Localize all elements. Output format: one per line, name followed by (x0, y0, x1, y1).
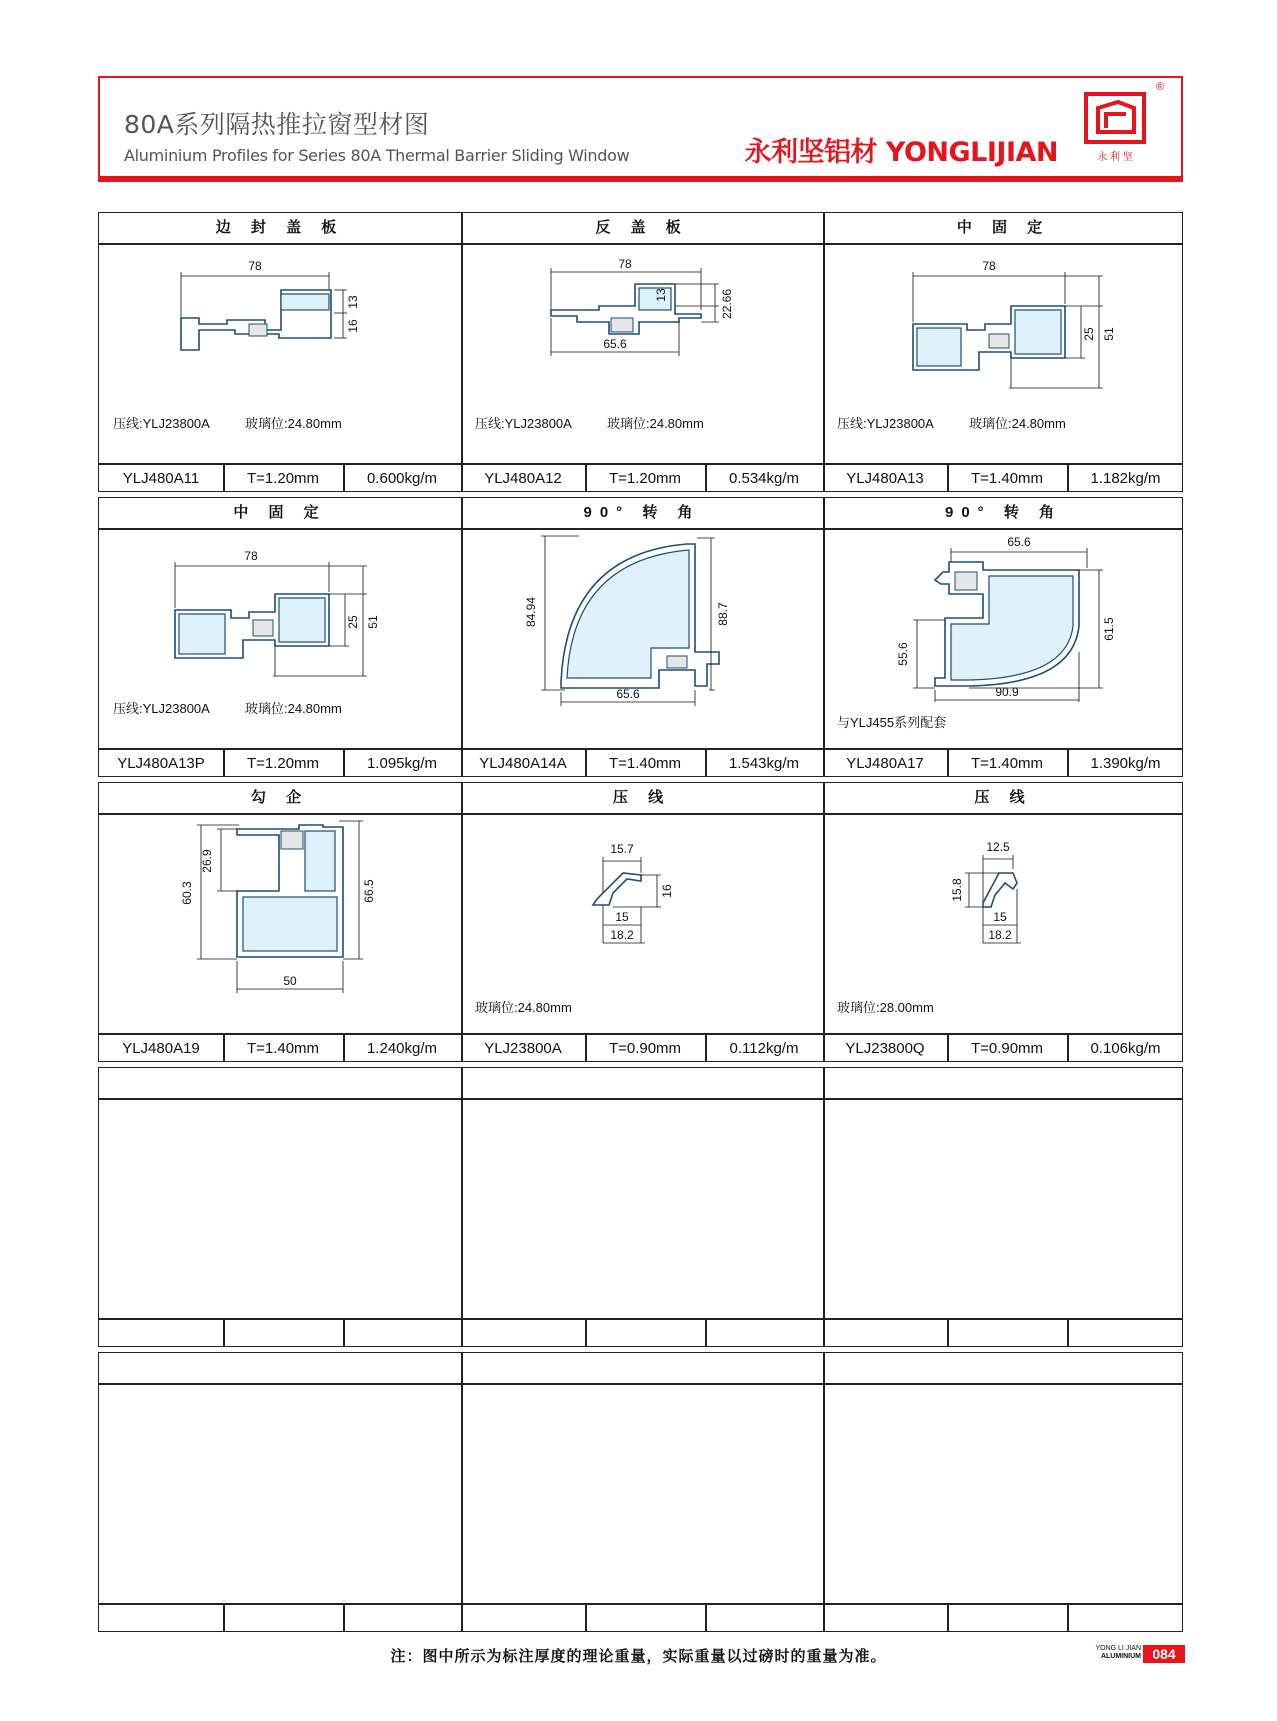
dim-label: 18.2 (610, 928, 634, 942)
profile-drawing-ylj23800a (583, 833, 703, 963)
page-subtitle: Aluminium Profiles for Series 80A Thermal Barrier Sliding Window (124, 146, 630, 165)
profile-code: YLJ480A14A (479, 755, 567, 772)
dim-label: 65.6 (1007, 535, 1031, 549)
profile-title: 中 固 定 (233, 504, 327, 521)
profile-weight: 1.390kg/m (1090, 755, 1161, 772)
profile-thickness: T=1.20mm (608, 470, 682, 487)
empty-row-1 (98, 1067, 1183, 1347)
dim-label: 88.7 (716, 602, 730, 626)
profile-row-3 (98, 782, 1183, 1062)
dim-label: 25 (1082, 327, 1096, 341)
dim-label: 65.6 (603, 337, 627, 351)
registered-mark: ® (1155, 81, 1164, 93)
glass-position-note: 玻璃位:24.80mm (475, 1000, 572, 1015)
dim-label: 15 (615, 910, 629, 924)
pressing-line-note: 压线:YLJ23800A (837, 416, 934, 431)
dim-label: 78 (618, 257, 632, 271)
profile-thickness: T=0.90mm (608, 1040, 682, 1057)
brand-logo-icon (1082, 88, 1148, 166)
dim-label: 60.3 (180, 881, 194, 905)
dim-label: 13 (654, 288, 668, 302)
dim-label: 22.66 (720, 288, 734, 320)
dim-label: 51 (1102, 327, 1116, 341)
profile-title: 90° 转 角 (583, 504, 701, 521)
profile-title: 勾 企 (250, 789, 310, 806)
page-title: 80A系列隔热推拉窗型材图 (124, 110, 430, 139)
profile-code: YLJ23800A (484, 1040, 562, 1057)
footer-brand-small (1081, 1645, 1141, 1661)
profile-title: 压 线 (974, 789, 1033, 806)
logo-text: 永 利 坚 (1097, 152, 1133, 163)
dim-label: 78 (982, 259, 996, 273)
profile-thickness: T=1.20mm (246, 755, 320, 772)
dim-label: 15.7 (610, 842, 634, 856)
glass-position-note: 玻璃位:24.80mm (245, 701, 342, 716)
dim-label: 26.9 (200, 849, 214, 873)
profile-thickness: T=1.40mm (970, 755, 1044, 772)
profile-thickness: T=1.20mm (246, 470, 320, 487)
profile-drawing-ylj23800q (950, 833, 1075, 963)
dim-label: 51 (366, 615, 380, 629)
profile-weight: 0.534kg/m (728, 470, 800, 487)
profile-title: 压 线 (612, 789, 672, 806)
dim-label: 25 (346, 615, 360, 629)
profile-thickness: T=1.40mm (608, 755, 682, 772)
header-rule (98, 176, 1183, 182)
dim-label: 16 (660, 884, 674, 898)
dim-label: 13 (346, 295, 360, 309)
dim-label: 78 (248, 259, 262, 273)
profile-thickness: T=1.40mm (970, 470, 1044, 487)
profile-drawing-ylj480a17 (879, 532, 1129, 702)
dim-label: 15.8 (950, 878, 964, 902)
profile-drawing-ylj480a19 (179, 817, 399, 997)
profile-code: YLJ480A12 (484, 470, 562, 487)
profile-row-1 (98, 212, 1183, 492)
empty-row-2 (98, 1352, 1183, 1632)
profile-drawing-ylj480a13p (161, 534, 391, 684)
profile-title: 90° 转 角 (944, 504, 1063, 521)
compatibility-note: 与YLJ455系列配套 (837, 715, 947, 730)
profile-code: YLJ23800Q (845, 1040, 925, 1057)
dim-label: 50 (283, 974, 297, 988)
pressing-line-note: 压线:YLJ23800A (113, 701, 210, 716)
page-number: 084 (1143, 1645, 1185, 1663)
dim-label: 78 (244, 549, 258, 563)
profile-weight: 1.095kg/m (366, 755, 438, 772)
profile-thickness: T=0.90mm (970, 1040, 1044, 1057)
dim-label: 90.9 (995, 685, 1019, 699)
profile-weight: 0.600kg/m (366, 470, 438, 487)
dim-label: 15 (993, 910, 1007, 924)
page-header (98, 76, 1183, 180)
glass-position-note: 玻璃位:24.80mm (607, 416, 704, 431)
profile-drawing-ylj480a11 (169, 258, 389, 378)
profile-title: 反 盖 板 (595, 219, 689, 236)
glass-position-note: 玻璃位:24.80mm (969, 416, 1066, 431)
profile-code: YLJ480A13P (117, 755, 205, 772)
footer-brand-line2: ALUMINIUM (1100, 1653, 1141, 1660)
dim-label: 84.94 (524, 596, 538, 628)
profile-title: 中 固 定 (956, 219, 1051, 236)
brand-name: 永利坚铝材 YONGLIJIAN (744, 137, 1058, 168)
profile-weight: 0.112kg/m (729, 1040, 799, 1057)
dim-label: 55.6 (896, 642, 910, 666)
dim-label: 61.5 (1102, 617, 1116, 641)
profile-weight: 0.106kg/m (1090, 1040, 1161, 1057)
pressing-line-note: 压线:YLJ23800A (113, 416, 210, 431)
pressing-line-note: 压线:YLJ23800A (475, 416, 572, 431)
dim-label: 16 (346, 319, 360, 333)
profile-code: YLJ480A17 (846, 755, 924, 772)
glass-position-note: 玻璃位:28.00mm (837, 1000, 934, 1015)
profile-weight: 1.240kg/m (366, 1040, 438, 1057)
profile-code: YLJ480A11 (122, 470, 200, 487)
dim-label: 18.2 (988, 928, 1012, 942)
profile-drawing-ylj480a12 (539, 258, 759, 378)
weight-footnote: 注：图中所示为标注厚度的理论重量，实际重量以过磅时的重量为准。 (390, 1648, 887, 1665)
profile-drawing-ylj480a14a (519, 532, 759, 712)
profile-thickness: T=1.40mm (246, 1040, 320, 1057)
profile-row-2 (98, 497, 1183, 777)
dim-label: 66.5 (362, 879, 376, 903)
dim-label: 12.5 (986, 840, 1010, 854)
profile-title: 边 封 盖 板 (215, 219, 345, 236)
glass-position-note: 玻璃位:24.80mm (245, 416, 342, 431)
profile-code: YLJ480A13 (846, 470, 924, 487)
profile-code: YLJ480A19 (122, 1040, 200, 1057)
profile-drawing-ylj480a13 (899, 248, 1129, 398)
profile-weight: 1.543kg/m (728, 755, 800, 772)
dim-label: 65.6 (616, 687, 640, 701)
footer-brand-line1: YONG LI JIAN (1095, 1645, 1141, 1652)
profile-weight: 1.182kg/m (1090, 470, 1161, 487)
